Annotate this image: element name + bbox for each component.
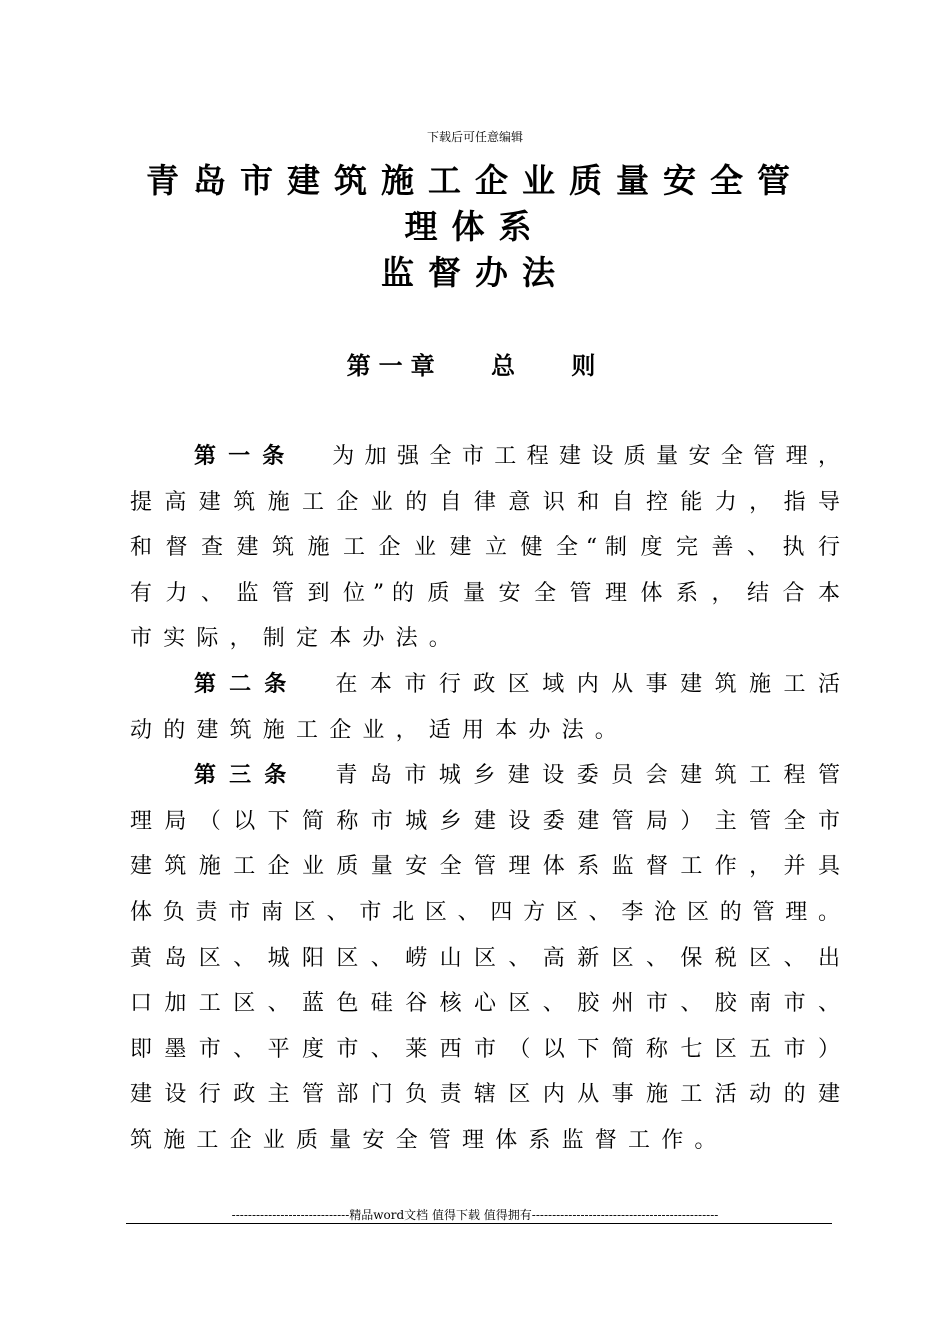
footer-text: -----------------------------精品word文档 值得下载 值得拥有---------------------------------------------- — [231, 1208, 719, 1222]
article-3-line-1 — [130, 753, 840, 799]
article-3-line-2: 理 局 （ 以 下 简 称 市 城 乡 建 设 委 建 管 局 ） 主 管 全 市 — [130, 808, 840, 834]
article-text: 在 本 市 行 政 区 域 内 从 事 建 筑 施 工 活 — [335, 671, 840, 697]
article-2-line-1 — [130, 662, 840, 708]
article-3-line-6: 口 加 工 区 、 蓝 色 硅 谷 核 心 区 、 胶 州 市 、 胶 南 市 、 — [130, 991, 840, 1017]
article-1-line-3: 和 督 查 建 筑 施 工 企 业 建 立 健 全 “ 制 度 完 善 、 执 行 — [130, 535, 840, 561]
article-label: 第三条 — [194, 763, 300, 789]
article-text: 青 岛 市 城 乡 建 设 委 员 会 建 筑 工 程 管 — [335, 763, 840, 789]
title-line-1: 青岛市建筑施工企业质量安全管 — [146, 161, 804, 200]
chapter-heading: 第一章 总 则 — [346, 352, 604, 380]
article-3-line-5: 黄 岛 区 、 城 阳 区 、 崂 山 区 、 高 新 区 、 保 税 区 、 出 — [130, 945, 840, 971]
article-1-line-4: 有 力 、 监 管 到 位 ” 的 质 量 安 全 管 理 体 系 ， 结 合 本 — [130, 580, 840, 606]
article-2-line-2: 动的建筑施工企业，适用本办法。 — [130, 717, 629, 743]
footer-rule — [126, 1223, 832, 1224]
title-line-3: 监督办法 — [381, 253, 569, 292]
article-label: 第二条 — [194, 671, 300, 697]
title-line-2: 理体系 — [404, 207, 546, 246]
article-3-line-9: 筑施工企业质量安全管理体系监督工作。 — [130, 1127, 728, 1153]
document-title — [100, 158, 850, 296]
article-text: 为 加 强 全 市 工 程 建 设 质 量 安 全 管 理 ， — [332, 444, 840, 469]
article-1-line-5: 市实际，制定本办法。 — [130, 626, 463, 652]
article-1-line-1 — [130, 434, 840, 480]
article-label: 第一条 — [194, 444, 297, 469]
article-3-line-4: 体 负 责 市 南 区 、 市 北 区 、 四 方 区 、 李 沧 区 的 管 理 。 — [130, 899, 840, 925]
article-3-line-8: 建 设 行 政 主 管 部 门 负 责 辖 区 内 从 事 施 工 活 动 的 建 — [130, 1082, 840, 1108]
article-1-line-2: 提 高 建 筑 施 工 企 业 的 自 律 意 识 和 自 控 能 力 ， 指 导 — [130, 489, 840, 515]
article-3-line-3: 建 筑 施 工 企 业 质 量 安 全 管 理 体 系 监 督 工 作 ， 并 具 — [130, 854, 840, 880]
article-3-line-7: 即 墨 市 、 平 度 市 、 莱 西 市 （ 以 下 简 称 七 区 五 市 ） — [130, 1036, 840, 1062]
document-body — [130, 434, 840, 1164]
header-note: 下载后可任意编辑 — [426, 130, 523, 144]
